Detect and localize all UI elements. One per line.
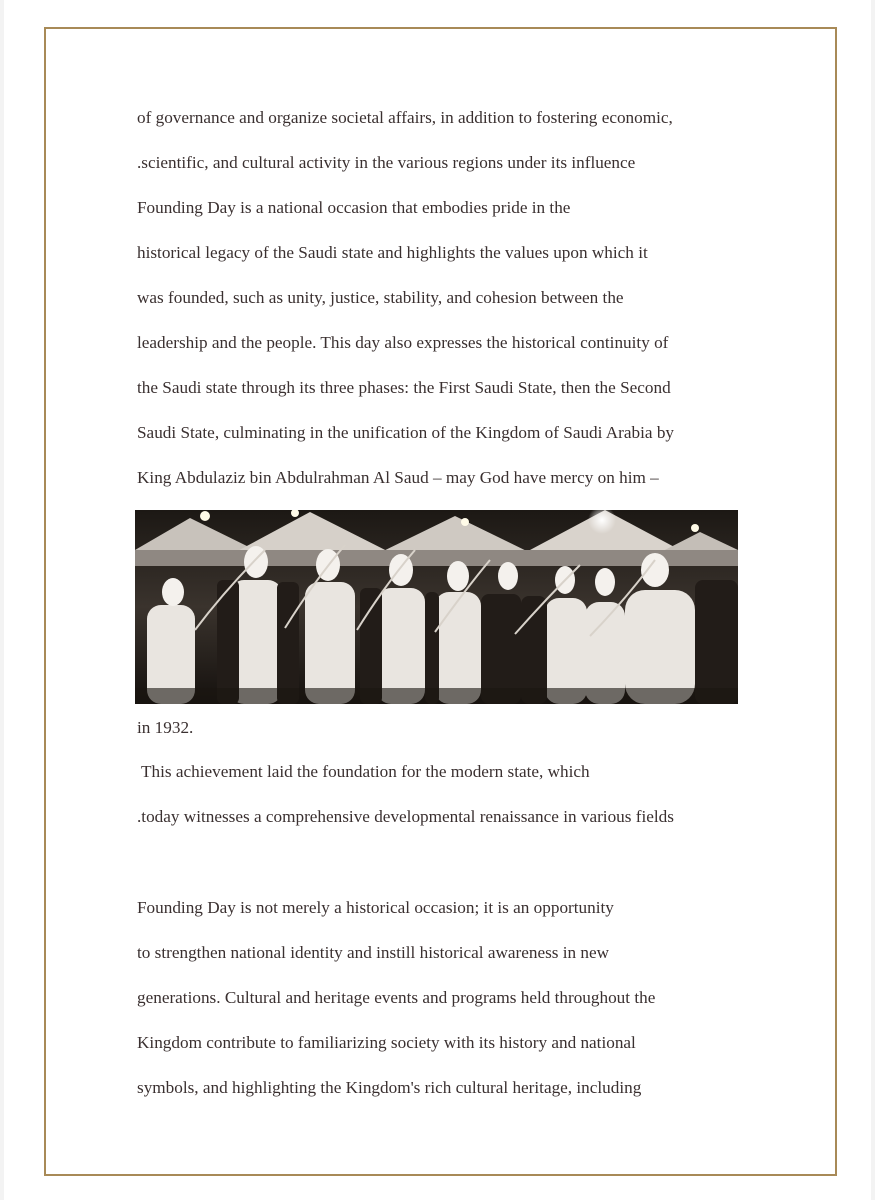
paragraph-line: .today witnesses a comprehensive developmental renaissance in various fields [137, 807, 674, 826]
paragraph-line: was founded, such as unity, justice, stability, and cohesion between the [137, 288, 624, 307]
paragraph-line: .scientific, and cultural activity in the various regions under its influence [137, 153, 636, 172]
paragraph-line: King Abdulaziz bin Abdulrahman Al Saud – may God have mercy on him – [137, 468, 659, 487]
paragraph-line: symbols, and highlighting the Kingdom's rich cultural heritage, including [137, 1078, 642, 1097]
paragraph-line: generations. Cultural and heritage events and programs held throughout the [137, 988, 656, 1007]
paragraph-line: Founding Day is a national occasion that embodies pride in the [137, 198, 571, 217]
ardah-dance-photo-illustration [135, 510, 738, 704]
paragraph-line: Founding Day is not merely a historical occasion; it is an opportunity [137, 898, 614, 917]
paragraph-line: the Saudi state through its three phases: the First Saudi State, then the Second [137, 378, 671, 397]
paragraph-line: Saudi State, culminating in the unification of the Kingdom of Saudi Arabia by [137, 423, 675, 442]
paragraph-line: This achievement laid the foundation for the modern state, which [137, 762, 590, 781]
paragraph-line: Kingdom contribute to familiarizing society with its history and national [137, 1033, 636, 1052]
paragraph-line: to strengthen national identity and instill historical awareness in new [137, 943, 610, 962]
paragraph-line: historical legacy of the Saudi state and highlights the values upon which it [137, 243, 648, 262]
paragraph-line: of governance and organize societal affairs, in addition to fostering economic, [137, 108, 673, 127]
ardah-dance-photo [135, 510, 738, 704]
paragraph-line: leadership and the people. This day also expresses the historical continuity of [137, 333, 669, 352]
paragraph-line: in 1932. [137, 718, 194, 737]
